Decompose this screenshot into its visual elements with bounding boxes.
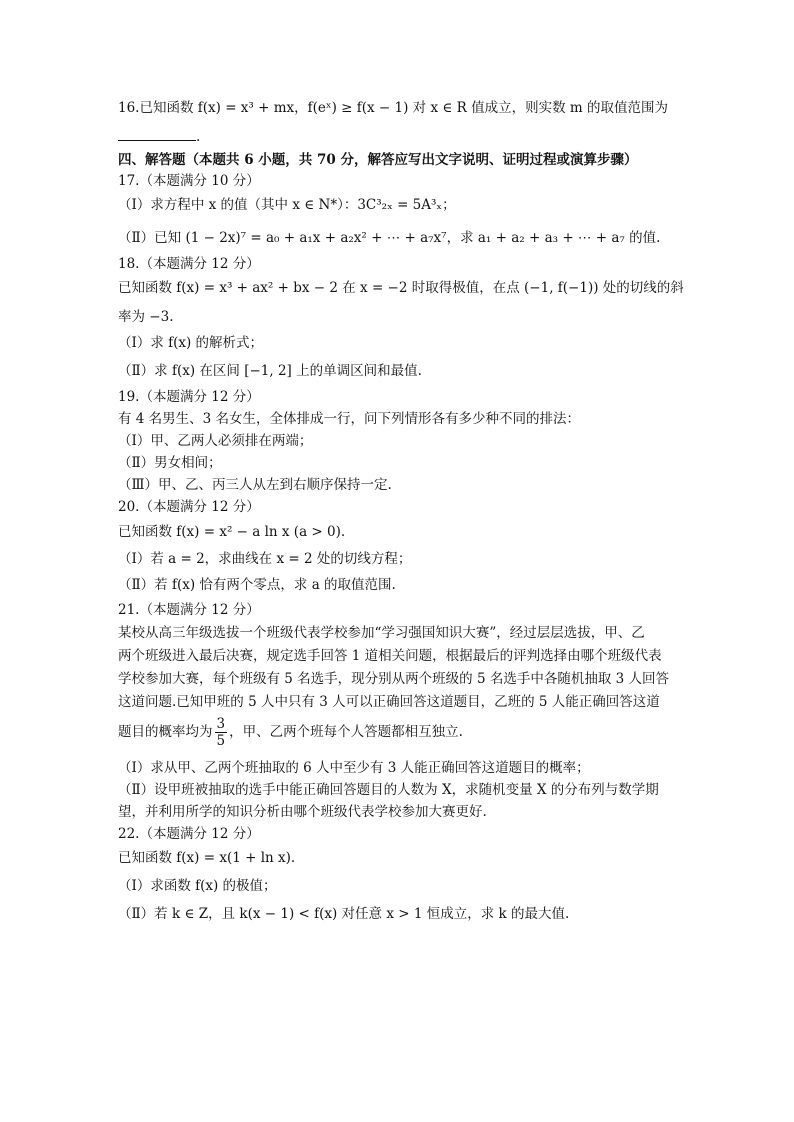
q22-stem: 已知函数 f(x) = x(1 + ln x). bbox=[118, 850, 296, 866]
q18-stem-line2: 率为 −3. bbox=[118, 309, 174, 325]
q16-line1: 16.已知函数 f(x) = x³ + mx，f(eˣ) ≥ f(x − 1) 对 x ∈ R 值成立，则实数 m 的取值范围为 bbox=[118, 100, 669, 116]
q19-part2: （Ⅱ）男女相间； bbox=[118, 455, 222, 471]
q17-part2: （Ⅱ）已知 (1 − 2x)⁷ = a₀ + a₁x + a₂x² + ⋯ + a₇x⁷，求 a₁ + a₂ + a₃ + ⋯ + a₇ 的值. bbox=[118, 230, 661, 246]
q19-head: 19.（本题满分 12 分） bbox=[118, 389, 260, 405]
q22-part2: （Ⅱ）若 k ∈ Z，且 k(x − 1) < f(x) 对任意 x > 1 恒成立，求 k 的最大值. bbox=[118, 906, 570, 922]
answer-blank bbox=[118, 126, 196, 141]
q17-head: 17.（本题满分 10 分） bbox=[118, 173, 260, 189]
q20-part1: （Ⅰ）若 a = 2，求曲线在 x = 2 处的切线方程； bbox=[118, 551, 412, 567]
q21-part1: （Ⅰ）求从甲、乙两个班抽取的 6 人中至少有 3 人能正确回答这道题目的概率； bbox=[118, 760, 590, 776]
q21-part2-line1: （Ⅱ）设甲班被抽取的选手中能正确回答题目的人数为 X，求随机变量 X 的分布列与数学期 bbox=[118, 782, 659, 798]
q17-part1: （Ⅰ）求方程中 x 的值（其中 x ∈ N*）：3C³₂ₓ = 5A³ₓ； bbox=[118, 197, 456, 213]
q20-head: 20.（本题满分 12 分） bbox=[118, 499, 260, 515]
q21-line5-end: ，甲、乙两个班每个人答题都相互独立. bbox=[229, 724, 463, 740]
q19-part3: （Ⅲ）甲、乙、丙三人从左到右顺序保持一定. bbox=[118, 477, 392, 493]
q21-line5-start: 题目的概率均为 bbox=[118, 724, 213, 740]
q22-head: 22.（本题满分 12 分） bbox=[118, 826, 260, 842]
q19-stem: 有 4 名男生、3 名女生，全体排成一行，问下列情形各有多少种不同的排法： bbox=[118, 411, 581, 427]
probability-fraction bbox=[215, 716, 228, 749]
q21-line3: 学校参加大赛，每个班级有 5 名选手，现分别从两个班级的 5 名选手中各随机抽取 3 人回答 bbox=[118, 671, 670, 687]
q18-part1: （Ⅰ）求 f(x) 的解析式； bbox=[118, 335, 264, 351]
q21-line2: 两个班级进入最后决赛，规定选手回答 1 道相关问题，根据最后的评判选择由哪个班级代表 bbox=[118, 648, 662, 664]
q18-head: 18.（本题满分 12 分） bbox=[118, 256, 260, 272]
q21-line1: 某校从高三年级选拔一个班级代表学校参加“学习强国知识大赛”，经过层层选拔，甲、乙 bbox=[118, 625, 645, 641]
q21-line4: 这道问题.已知甲班的 5 人中只有 3 人可以正确回答这道题目，乙班的 5 人能正确回答这道 bbox=[118, 694, 660, 710]
q21-head: 21.（本题满分 12 分） bbox=[118, 602, 260, 618]
q22-part1: （Ⅰ）求函数 f(x) 的极值； bbox=[118, 878, 277, 894]
q20-stem: 已知函数 f(x) = x² − a ln x (a > 0). bbox=[118, 524, 346, 540]
q18-part2: （Ⅱ）求 f(x) 在区间 [−1, 2] 上的单调区间和最值. bbox=[118, 363, 422, 379]
q21-part2-line2: 望，并利用所学的知识分析由哪个班级代表学校参加大赛更好. bbox=[118, 804, 487, 820]
q16-period: . bbox=[196, 129, 201, 145]
section-heading: 四、解答题（本题共 6 小题，共 70 分，解答应写出文字说明、证明过程或演算步骤） bbox=[118, 152, 638, 168]
q19-part1: （Ⅰ）甲、乙两人必须排在两端； bbox=[118, 433, 313, 449]
q18-stem-line1: 已知函数 f(x) = x³ + ax² + bx − 2 在 x = −2 时取得极值，在点 (−1, f(−1)) 处的切线的斜 bbox=[118, 280, 684, 296]
fraction-numerator: 3 bbox=[216, 716, 226, 732]
q20-part2: （Ⅱ）若 f(x) 恰有两个零点，求 a 的取值范围. bbox=[118, 577, 396, 593]
fraction-denominator: 5 bbox=[216, 733, 226, 749]
q16-line2 bbox=[118, 126, 200, 147]
q21-line5 bbox=[118, 714, 463, 750]
